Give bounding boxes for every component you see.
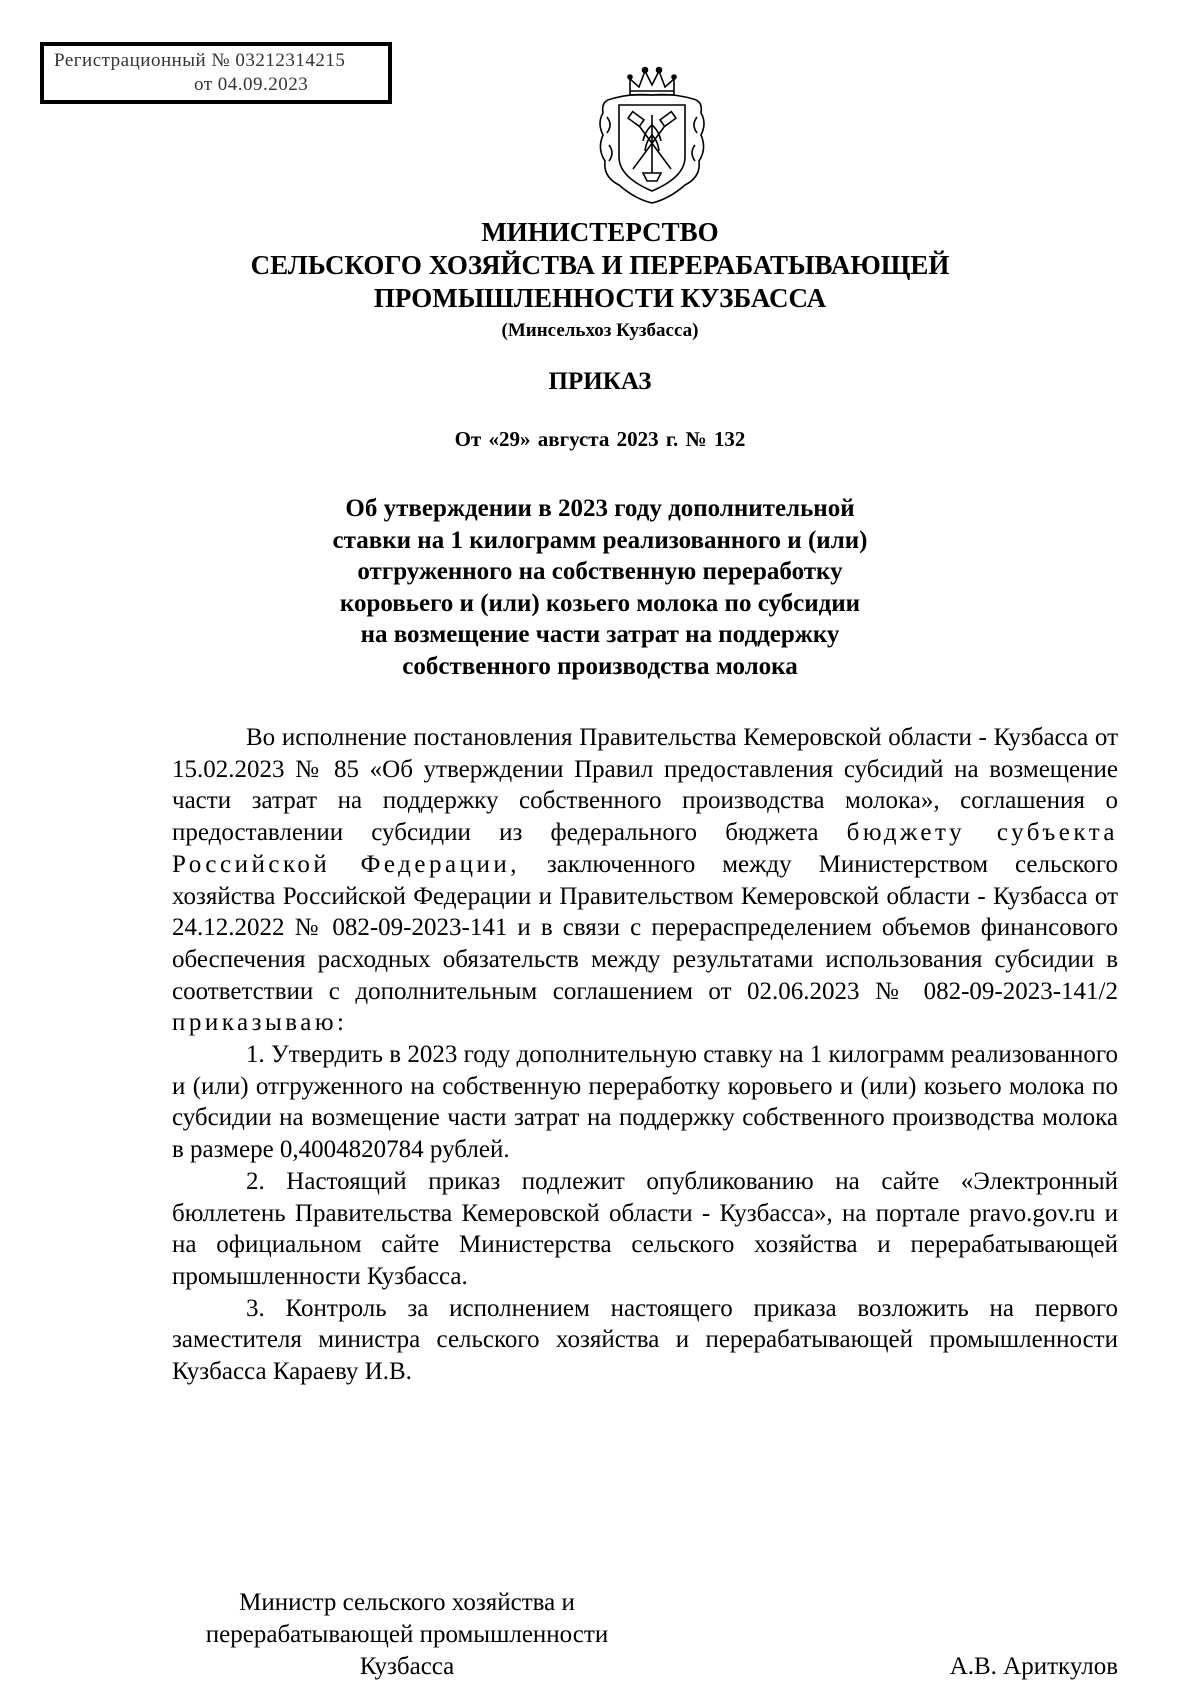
signatory-position bbox=[172, 1587, 642, 1683]
ministry-name bbox=[170, 216, 1030, 315]
signatory-name: А.В. Ариткулов bbox=[949, 1653, 1118, 1680]
preamble-paragraph bbox=[172, 722, 1118, 1039]
subject-line: собственного производства молока bbox=[402, 652, 798, 680]
document-type: ПРИКАЗ bbox=[548, 368, 652, 395]
order-subject bbox=[170, 493, 1030, 682]
ministry-short-name: (Минсельхоз Кузбасса) bbox=[501, 320, 699, 341]
order-body bbox=[172, 722, 1118, 1388]
order-item-1: 1. Утвердить в 2023 году дополнительную ставку на 1 килограмм реализованного и (или) отгруженного на собственную переработку коровьего и (или) козьего молока по субсидии на возмещение части затрат на поддержку собственного производства молока в размере 0,4004820784 рублей. bbox=[172, 1041, 1118, 1164]
subject-line: отгруженного на собственную переработку bbox=[357, 558, 843, 585]
registration-number: Регистрационный № 03212314215 bbox=[54, 50, 346, 71]
preamble-continuation: заключенного между Министерством сельского хозяйства Российской Федерации и Правительством Кемеровской области - Кузбасса от 24.12.2022 № 082-09-2023-141 и в связи с перераспределением объемов финансового обеспечения расходных обязательств между результатами использования субсидии в соответствии с дополнительным соглашением от 02.06.2023 № 082-09-2023-141/2 bbox=[172, 850, 1118, 1005]
order-word: приказываю: bbox=[172, 1009, 348, 1037]
order-item-3: 3. Контроль за исполнением настоящего приказа возложить на первого заместителя министра сельского хозяйства и перерабатывающей промышленности Кузбасса Караеву И.В. bbox=[172, 1294, 1118, 1386]
ministry-line-3: ПРОМЫШЛЕННОСТИ КУЗБАССА bbox=[373, 283, 827, 313]
ministry-line-2: СЕЛЬСКОГО ХОЗЯЙСТВА И ПЕРЕРАБАТЫВАЮЩЕЙ bbox=[250, 250, 950, 280]
order-item-2: 2. Настоящий приказ подлежит опубликованию на сайте «Электронный бюллетень Правительства Кемеровской области - Кузбасса», на портале pravo.gov.ru и на официальном сайте Министерства сельского хозяйства и перерабатывающей промышленности Кузбасса. bbox=[172, 1167, 1118, 1290]
position-line-2: перерабатывающей промышленности bbox=[205, 1621, 609, 1648]
subject-line: коровьего и (или) козьего молока по субсидии bbox=[339, 589, 861, 617]
registration-stamp bbox=[40, 42, 392, 104]
preamble-text: Во исполнение постановления Правительства Кемеровской области - Кузбасса от 15.02.2023 № 85 «Об утверждении Правил предоставления субсидий на возмещение части затрат на поддержку собственного производства молока», соглашения о предоставлении субсидии из федерального бюджета bbox=[172, 724, 1118, 847]
subject-line: ставки на 1 килограмм реализованного и (или) bbox=[332, 526, 868, 554]
ministry-line-1: МИНИСТЕРСТВО bbox=[481, 217, 719, 247]
kuzbass-coat-of-arms-icon bbox=[593, 65, 711, 205]
position-line-1: Министр сельского хозяйства и bbox=[239, 1589, 575, 1616]
preamble-spaced-text: бюджету субъекта Российской Федерации, bbox=[172, 819, 1119, 878]
position-line-3: Кузбасса bbox=[359, 1653, 455, 1680]
subject-line: Об утверждении в 2023 году дополнительной bbox=[345, 495, 855, 522]
subject-line: на возмещение части затрат на поддержку bbox=[360, 621, 840, 648]
registration-date: от 04.09.2023 bbox=[194, 74, 309, 95]
order-date-number: От «29» августа 2023 г. № 132 bbox=[454, 427, 746, 451]
